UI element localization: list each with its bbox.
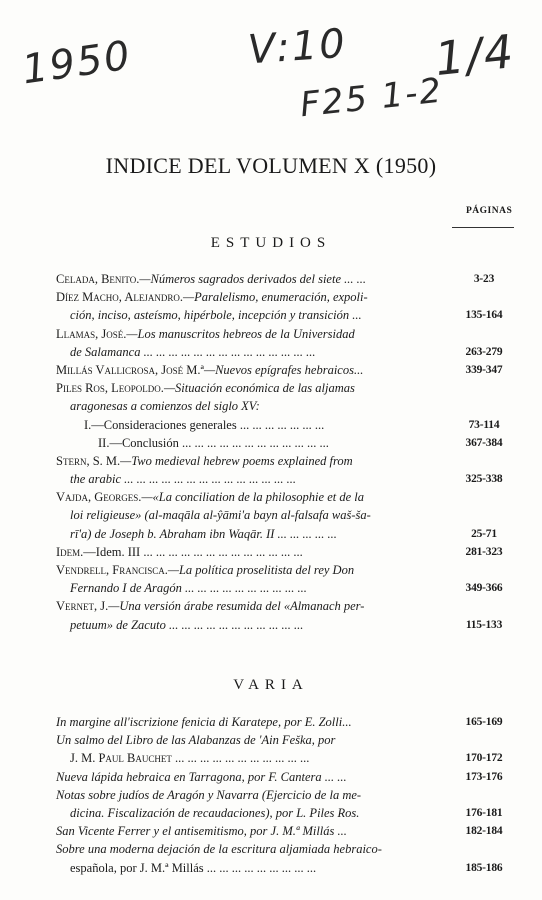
entry-text: II.—Conclusión ... ... ... ... ... ... ... ... ... ... ... ... xyxy=(98,435,329,450)
entry-author: Vernet, J. xyxy=(56,599,109,614)
entry-pages: 325-338 xyxy=(465,473,503,486)
entry-text: —Los manuscritos hebreos de la Universidad xyxy=(126,326,355,341)
entry-text: aragonesas a comienzos del siglo XV: xyxy=(70,399,260,414)
entry-pages: 3-23 xyxy=(473,273,495,285)
entry-pages: 115-133 xyxy=(465,618,503,631)
page-title: INDICE DEL VOLUMEN X (1950) xyxy=(105,153,437,178)
entry-pages: 176-181 xyxy=(465,806,503,819)
entry-pages: 73-114 xyxy=(468,418,500,431)
estudios-line xyxy=(56,288,514,306)
entry-pages: 339-347 xyxy=(465,363,503,376)
varia-line xyxy=(56,859,514,877)
estudios-list xyxy=(56,270,514,634)
estudios-line xyxy=(56,306,514,324)
entry-text: rī'a) de Joseph b. Abraham ibn Waqār. II ... ... ... ... ... xyxy=(70,526,337,541)
estudios-line xyxy=(56,597,514,615)
estudios-line xyxy=(56,579,514,597)
entry-pages: 185-186 xyxy=(465,861,503,874)
entry-pages: 367-384 xyxy=(465,436,503,449)
estudios-line xyxy=(56,452,514,470)
estudios-line xyxy=(56,525,514,543)
estudios-line xyxy=(56,397,514,415)
estudios-line xyxy=(56,470,514,488)
entry-author: Díez Macho, Alejandro. xyxy=(56,290,183,305)
entry-text: San Vicente Ferrer y el antisemitismo, por J. M.ª Millás ... xyxy=(56,824,347,839)
estudios-line xyxy=(56,434,514,452)
pages-column-label: PÁGINAS xyxy=(466,206,513,216)
entry-text: ción, inciso, asteísmo, hipérbole, incepción y transición ... xyxy=(70,308,362,323)
entry-text: Nueva lápida hebraica en Tarragona, por F. Cantera ... ... xyxy=(56,769,347,784)
varia-line xyxy=(56,786,514,804)
entry-pages: 165-169 xyxy=(465,716,503,728)
entry-text: dicina. Fiscalización de recaudaciones), por L. Piles Ros. xyxy=(70,805,360,820)
entry-text: —La política proselitista del rey Don xyxy=(167,563,355,577)
estudios-line xyxy=(56,543,514,561)
entry-text: —Una versión árabe resumida del «Almanach per- xyxy=(108,599,365,614)
entry-pages: 349-366 xyxy=(465,582,503,595)
varia-line xyxy=(56,731,514,749)
entry-text: de Salamanca ... ... ... ... ... ... ... ... ... ... ... ... ... ... xyxy=(70,344,316,359)
entry-text: petuum» de Zacuto ... ... ... ... ... ... ... ... ... ... ... xyxy=(70,617,304,632)
handwritten-volume: V:10 xyxy=(246,20,349,74)
entry-author: Vendrell, Francisca. xyxy=(56,563,168,577)
handwritten-fascicle: F25 1-2 xyxy=(298,70,445,126)
entry-text: Notas sobre judíos de Aragón y Navarra (Ejercicio de la me- xyxy=(56,787,362,802)
entry-text: —Paralelismo, enumeración, expoli- xyxy=(182,290,368,305)
entry-text: loi religieuse» (al-maqāla al-ŷāmi'a bayn al-falsafa waš-ša- xyxy=(70,508,371,523)
entry-text: I.—Consideraciones generales ... ... ... ... ... ... ... xyxy=(84,417,325,432)
handwritten-year: 1950 xyxy=(19,32,135,94)
estudios-line xyxy=(56,616,514,634)
entry-text: —Números sagrados derivados del siete ... ... xyxy=(139,272,366,286)
entry-text: española, por J. M.ª Millás ... ... ... ... ... ... ... ... ... xyxy=(70,860,317,875)
estudios-line xyxy=(56,361,514,379)
entry-pages: 173-176 xyxy=(465,770,503,783)
entry-text: —Situación económica de las aljamas xyxy=(163,381,355,396)
entry-author: Vajda, Georges. xyxy=(56,490,142,505)
estudios-line xyxy=(56,270,514,288)
estudios-line xyxy=(56,416,514,434)
varia-line xyxy=(56,749,514,767)
entry-pages: 170-172 xyxy=(465,752,503,765)
pages-column-rule xyxy=(452,227,514,228)
entry-text: —Nuevos epígrafes hebraicos... xyxy=(203,362,364,377)
handwritten-part: 1/4 xyxy=(432,23,518,87)
entry-text: —Two medieval hebrew poems explained from xyxy=(120,453,353,468)
entry-text: Un salmo del Libro de las Alabanzas de 'Ain Feška, por xyxy=(56,733,336,748)
entry-text: —Idem. III ... ... ... ... ... ... ... ... ... ... ... ... ... xyxy=(83,544,303,559)
varia-line xyxy=(56,822,514,840)
varia-line xyxy=(56,840,514,858)
entry-pages: 182-184 xyxy=(465,825,503,838)
entry-pages: 281-323 xyxy=(465,545,503,558)
estudios-line xyxy=(56,325,514,343)
entry-text: J. M. Paul Bauchet ... ... ... ... ... ... ... ... ... ... ... xyxy=(70,751,310,766)
estudios-line xyxy=(56,488,514,506)
entry-pages: 263-279 xyxy=(465,345,503,358)
estudios-line xyxy=(56,506,514,524)
entry-pages: 25-71 xyxy=(471,527,497,540)
varia-heading: VARIA xyxy=(233,677,309,693)
entry-author: Piles Ros, Leopoldo. xyxy=(56,381,164,396)
varia-list xyxy=(56,713,514,877)
varia-line xyxy=(56,713,514,731)
entry-text: In margine all'iscrizione fenicia di Karatepe, por E. Zolli... xyxy=(56,715,352,729)
entry-author: Millás Vallicrosa, José M.ª xyxy=(56,362,204,377)
estudios-line xyxy=(56,561,514,579)
varia-line xyxy=(56,804,514,822)
entry-text: the arabic ... ... ... ... ... ... ... ... ... ... ... ... ... ... xyxy=(70,472,297,487)
entry-text: Sobre una moderna dejación de la escritura aljamiada hebraico- xyxy=(56,842,382,857)
entry-pages: 135-164 xyxy=(465,309,503,322)
varia-line xyxy=(56,768,514,786)
entry-author: Llamas, José. xyxy=(56,326,127,341)
entry-author: Idem. xyxy=(56,544,84,559)
entry-author: Stern, S. M. xyxy=(56,453,121,468)
estudios-line xyxy=(56,343,514,361)
estudios-heading: ESTUDIOS xyxy=(210,235,332,251)
estudios-line xyxy=(56,379,514,397)
entry-text: Fernando I de Aragón ... ... ... ... ... ... ... ... ... ... xyxy=(70,581,307,596)
entry-text: —«La conciliation de la philosophie et de la xyxy=(141,490,364,505)
entry-author: Celada, Benito. xyxy=(56,272,140,286)
